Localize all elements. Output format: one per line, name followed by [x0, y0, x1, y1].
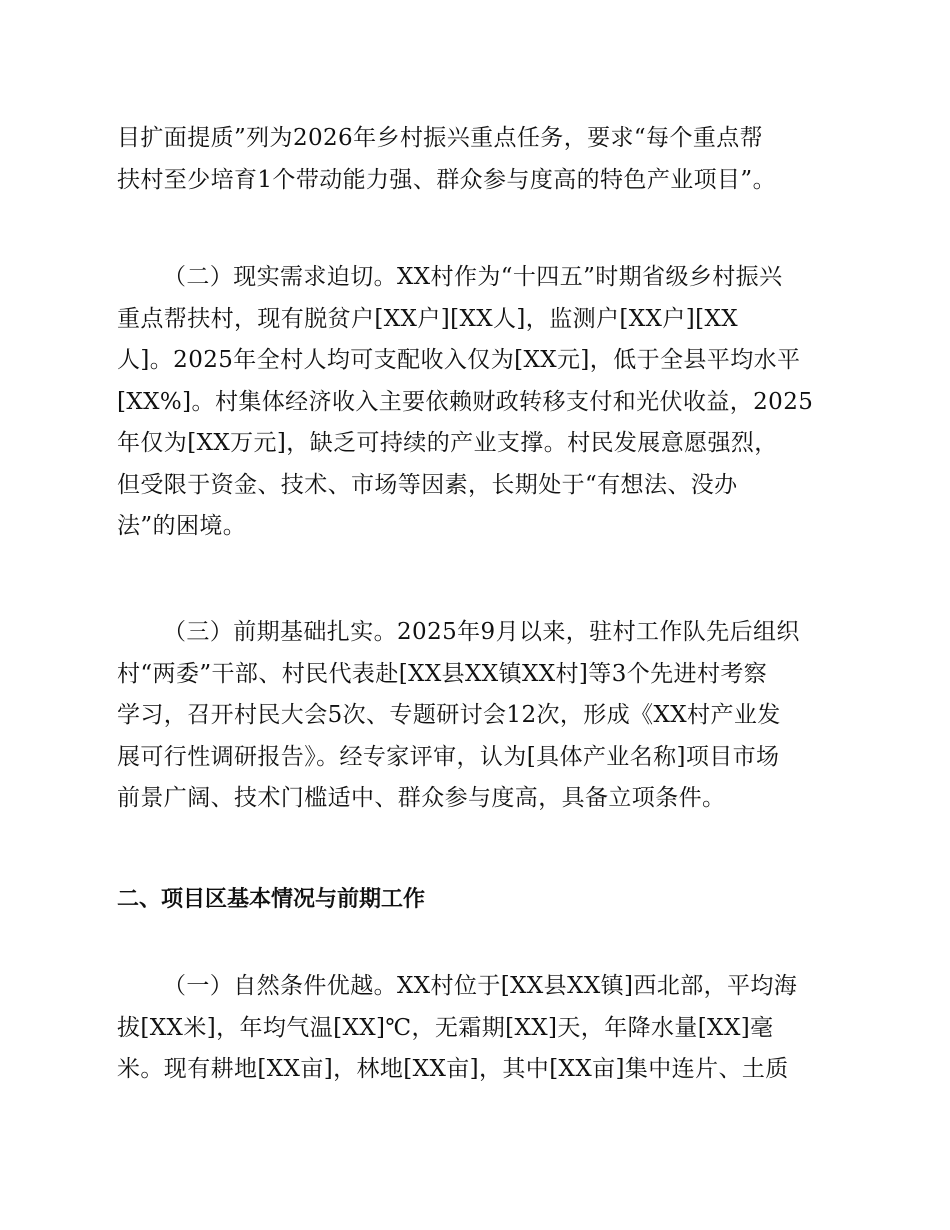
- text-line: 前景广阔、技术门槛适中、群众参与度高，具备立项条件。: [117, 785, 726, 811]
- paragraph-policy-continuation: [117, 118, 837, 201]
- paragraph-natural-conditions: [117, 966, 837, 1091]
- text-line: （一）自然条件优越。XX村位于[XX县XX镇]西北部，平均海: [163, 973, 798, 999]
- text-line: 人]。2025年全村人均可支配收入仅为[XX元]，低于全县平均水平: [117, 347, 801, 373]
- text-line: 学习，召开村民大会5次、专题研讨会12次，形成《XX村产业发: [117, 702, 781, 728]
- text-line: 拔[XX米]，年均气温[XX]℃，无霜期[XX]天，年降水量[XX]毫: [117, 1014, 774, 1041]
- text-line: 村“两委”干部、村民代表赴[XX县XX镇XX村]等3个先进村考察: [117, 660, 768, 687]
- section-heading: 二、项目区基本情况与前期工作: [117, 887, 426, 912]
- text-line: 但受限于资金、技术、市场等因素，长期处于“有想法、没办: [117, 471, 738, 498]
- text-line: 目扩面提质”列为2026年乡村振兴重点任务，要求“每个重点帮: [117, 125, 764, 151]
- paragraph-preliminary-foundation: [117, 612, 837, 820]
- paragraph-practical-demand: [117, 257, 837, 548]
- text-line: （三）前期基础扎实。2025年9月以来，驻村工作队先后组织: [163, 619, 800, 645]
- text-line: 年仅为[XX万元]，缺乏可持续的产业支撑。村民发展意愿强烈，: [117, 430, 778, 456]
- text-line: 米。现有耕地[XX亩]，林地[XX亩]，其中[XX亩]集中连片、土质: [117, 1056, 789, 1082]
- text-line: 法”的困境。: [117, 513, 247, 539]
- text-line: 展可行性调研报告》。经专家评审，认为[具体产业名称]项目市场: [117, 743, 780, 770]
- text-line: 扶村至少培育1个带动能力强、群众参与度高的特色产业项目”。: [117, 166, 776, 193]
- text-line: [XX%]。村集体经济收入主要依赖财政转移支付和光伏收益，2025: [117, 388, 814, 415]
- text-line: （二）现实需求迫切。XX村作为“十四五”时期省级乡村振兴: [163, 264, 783, 290]
- text-line: 重点帮扶村，现有脱贫户[XX户][XX人]，监测户[XX户][XX: [117, 305, 739, 332]
